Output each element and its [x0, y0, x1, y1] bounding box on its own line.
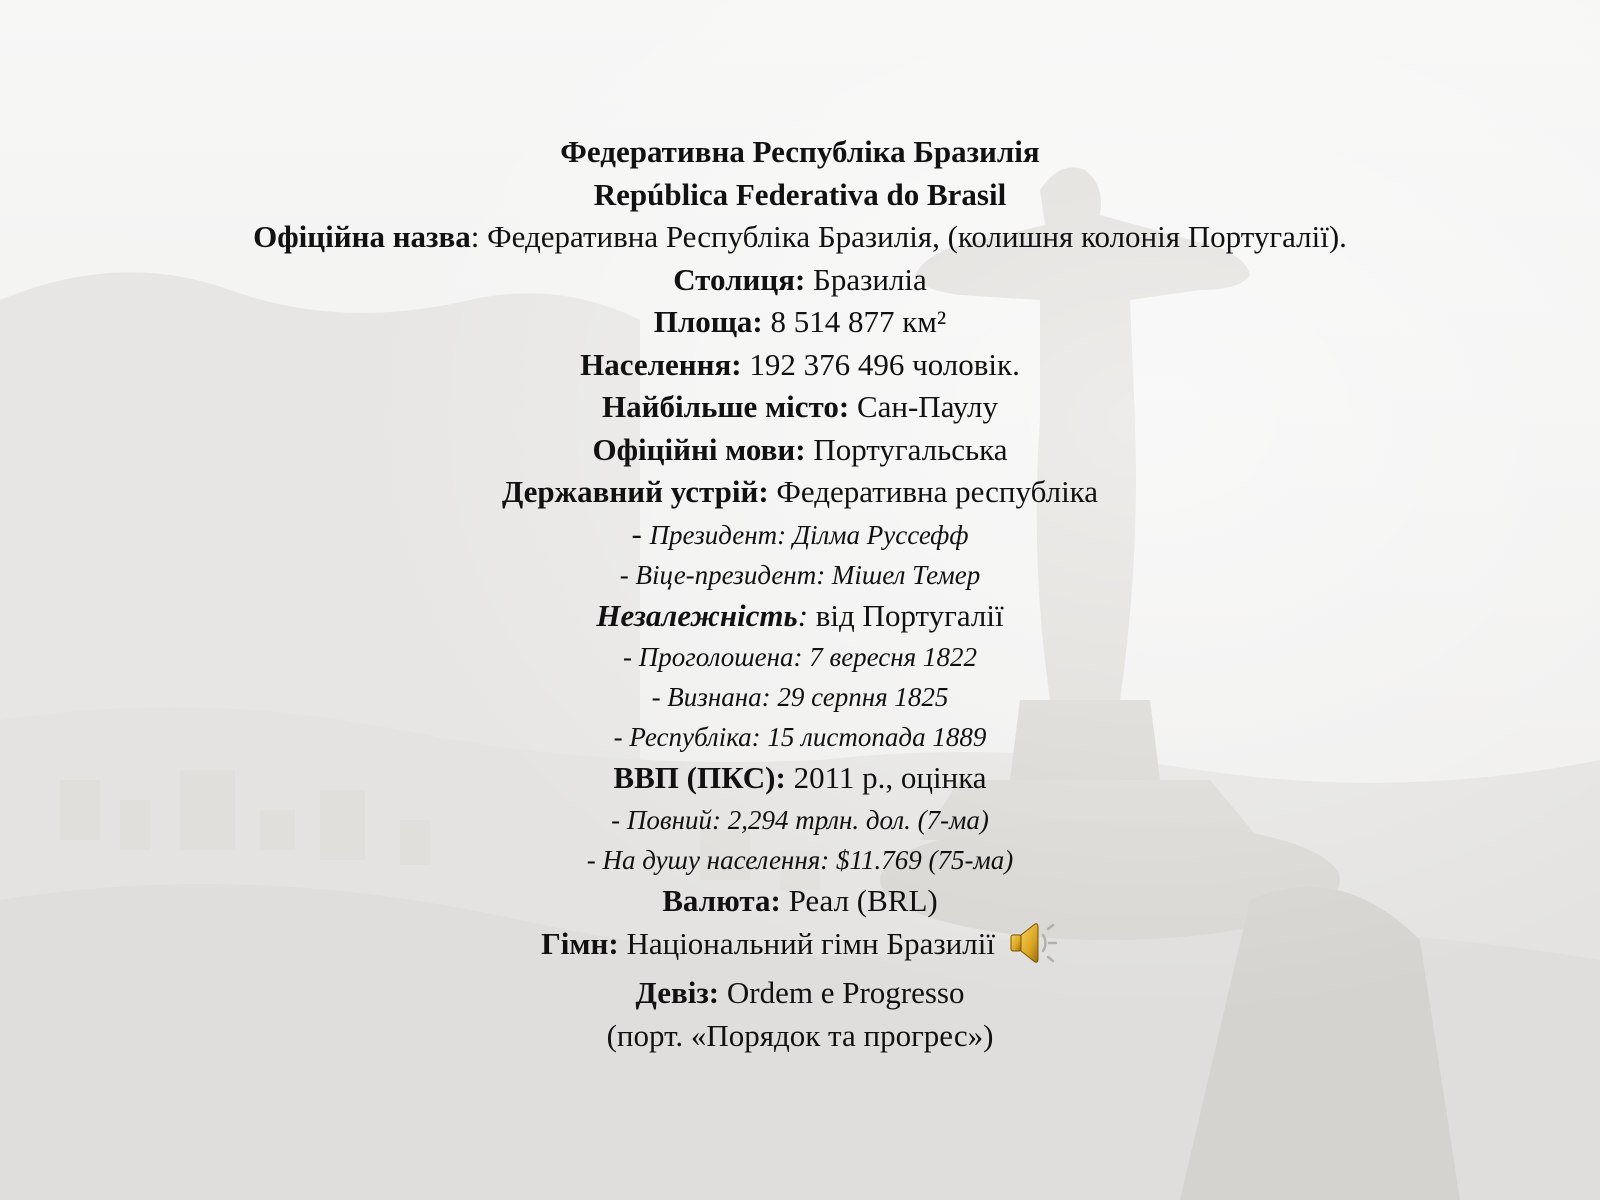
vice-president-line: - Віце-президент: Мішел Темер [619, 559, 981, 590]
population-value: 192 376 496 чоловік. [741, 346, 1020, 382]
independence-value: від Португалії [808, 597, 1004, 633]
official-name-label: Офіційна назва [253, 219, 471, 254]
motto-label: Девіз: [635, 975, 720, 1010]
largest-city-line [0, 386, 1600, 429]
languages-line [0, 429, 1600, 472]
capital-line [0, 259, 1600, 302]
gdp-value: 2011 р., оцінка [785, 760, 987, 795]
speaker-icon[interactable] [1007, 918, 1059, 968]
languages-label: Офіційні мови: [592, 431, 806, 467]
currency-label: Валюта: [662, 882, 781, 918]
area-line [0, 301, 1600, 344]
motto-line [0, 972, 1600, 1015]
independence-recognized: - Визнана: 29 серпня 1825 [651, 682, 949, 712]
gdp-total: - Повний: 2,294 трлн. дол. (7-ма) [611, 804, 989, 835]
largest-city-value: Сан-Паулу [849, 389, 998, 424]
gdp-line [0, 757, 1600, 800]
independence-line [0, 595, 1600, 638]
president-line [0, 514, 1600, 555]
independence-declared: - Проголошена: 7 вересня 1822 [623, 642, 977, 672]
languages-value: Португальська [805, 431, 1008, 467]
largest-city-label: Найбільше місто: [602, 389, 850, 424]
government-line [0, 471, 1600, 514]
official-name-sep: : [470, 219, 488, 254]
anthem-line [0, 922, 1600, 972]
government-value: Федеративна республіка [768, 474, 1099, 509]
title-portuguese: República Federativa do Brasil [593, 176, 1007, 212]
area-value: 8 514 877 км² [762, 304, 947, 339]
independence-republic: - Республіка: 15 листопада 1889 [613, 722, 987, 752]
anthem-value: Національний гімн Бразилії [618, 926, 995, 962]
government-label: Державний устрій: [501, 474, 769, 509]
independence-sep: : [797, 597, 809, 633]
independence-label: Незалежність [596, 597, 798, 633]
currency-line [0, 880, 1600, 923]
official-name-value: Федеративна Республіка Бразилія, (колишня колонія Португалії). [487, 219, 1347, 254]
motto-value: Ordem e Progresso [719, 975, 965, 1010]
official-name-line [0, 216, 1600, 259]
motto-translation: (порт. «Порядок та прогрес») [606, 1017, 994, 1053]
population-label: Населення: [580, 346, 742, 382]
title-ukrainian: Федеративна Республіка Бразилія [560, 134, 1040, 169]
currency-value: Реал (BRL) [780, 882, 938, 918]
info-slide [0, 131, 1600, 1057]
gdp-per-capita: - На душу населення: $11.769 (75-ма) [586, 844, 1014, 875]
population-line [0, 344, 1600, 387]
gdp-label: ВВП (ПКС): [613, 760, 786, 795]
capital-value: Бразиліа [805, 261, 927, 297]
capital-label: Столиця: [673, 261, 806, 297]
president-dash: - [631, 515, 650, 551]
area-label: Площа: [653, 304, 763, 339]
anthem-label: Гімн: [541, 926, 619, 962]
president-value: Президент: Ділма Руссефф [649, 519, 969, 550]
